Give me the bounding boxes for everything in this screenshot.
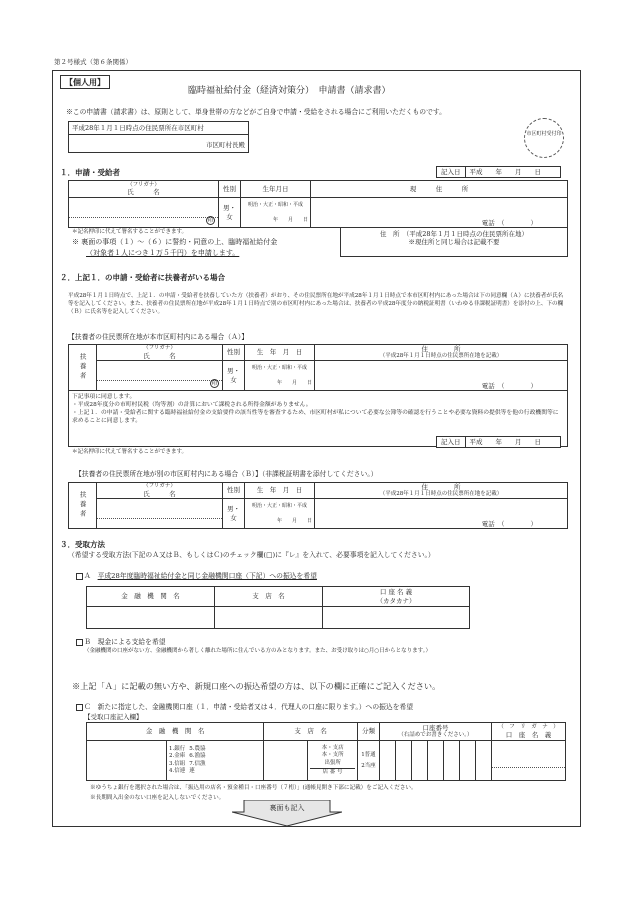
account-digit-7[interactable] xyxy=(475,741,491,781)
caseA-supporter-label: 扶養者 xyxy=(69,345,97,391)
caseA-address-field[interactable] xyxy=(315,361,568,391)
caseA-title: 【扶養者の住民票所在地が本市区町村内にある場合（Ａ）】 xyxy=(68,333,249,341)
optA-branch-header: 支 店 名 xyxy=(215,587,323,607)
optC-category-field[interactable] xyxy=(357,741,379,781)
phone-label: 電話 （ ） xyxy=(481,218,537,227)
option-C-prefix: Ｃ xyxy=(84,703,91,711)
optA-holder-field[interactable] xyxy=(323,607,470,629)
caseB-address-field[interactable] xyxy=(315,499,568,529)
caseB-address-sub: （平成28年１月１日時点の住民票所在地を記載） xyxy=(379,491,503,498)
caseB-birth-header: 生 年 月 日 xyxy=(245,483,315,499)
caseA-date-field[interactable]: 平成 年 月 日 xyxy=(469,438,541,446)
optC-branch-field[interactable] xyxy=(264,741,308,781)
date-label: 記入日 xyxy=(437,167,466,177)
category-badge: 【個人用】 xyxy=(60,75,110,89)
bank-type-3: 3.信組 xyxy=(169,760,186,767)
applicant-table xyxy=(68,180,568,228)
emphasis-note: ※上記「Ａ」に記載の無い方や、新規口座への振込希望の方は、以下の欄に正確にご記入ください。 xyxy=(72,681,441,691)
option-A-text: 平成28年度臨時福祉給付金と同じ金融機関口座（下記）への振込を希望 xyxy=(97,572,317,580)
optC-branch-types[interactable] xyxy=(308,741,358,781)
furigana-header: （フリガナ） xyxy=(127,181,160,188)
reception-stamp: 市区町村受付印 xyxy=(524,118,564,158)
bank-type-4: 4.信連 xyxy=(169,767,186,774)
account-digit-4[interactable] xyxy=(427,741,443,781)
option-B[interactable] xyxy=(76,638,166,646)
caseB-address-header: 住 所 xyxy=(421,483,461,491)
caseA-date-label: 記入日 xyxy=(437,437,466,447)
account-digit-3[interactable] xyxy=(411,741,427,781)
account-type-2: 2当座 xyxy=(361,762,376,769)
gender-field[interactable]: 男・女 xyxy=(219,198,241,228)
account-type-1: 1普通 xyxy=(361,751,376,758)
section3-instruction: （希望する受取方法(下記のＡ又はＢ、もしくはＣ)のチェック欄(□)に『レ』を入れて、必要事項を記入してください。） xyxy=(68,551,435,559)
option-C-text: 新たに指定した、金融機関口座（１．申請・受給者又は４．代理人の口座に限ります。）への振込を希望 xyxy=(97,703,414,711)
bank-type-7: 7.信漁 xyxy=(189,760,206,767)
caseA-furigana-header: （フリガナ） xyxy=(143,345,176,351)
consent-intro: 下記事項に同意します。 xyxy=(72,394,136,400)
caseB-name-field[interactable] xyxy=(97,499,223,529)
optC-account-sub: （右詰めでお書きください。） xyxy=(398,732,473,739)
option-C[interactable] xyxy=(76,703,413,711)
gender-header: 性別 xyxy=(219,181,241,198)
notice-text: ※この申請書（請求書）は、原則として、単身世帯の方などがご自身で申請・受給をされる場合にご利用いただくものです。 xyxy=(66,108,446,116)
era-options: 明治・大正・昭和・平成 xyxy=(247,202,303,209)
optC-bank-types[interactable] xyxy=(167,741,264,781)
caseB-table xyxy=(68,482,568,529)
resident-address-label: 住 所 （平成28年１月１日時点の住民票所在地） xyxy=(379,230,529,238)
footer-note-2: ※長期間入出金のない口座を記入しないでください。 xyxy=(90,795,225,801)
section2-paragraph: 平成28年１月１日時点で、上記１．の申請・受給者を扶養していた方（扶養者）がおり、その住民票所在地が平成28年１月１日時点で本市区町村内にあった場合は下の同意欄（Ａ）に扶養者が氏名等を記入してください。また、扶養者の住民票所在地が平成28年１月１日時点で別の市区町村内にあった場合は、扶養者の平成28年度分の納税証明書（いわゆる非課税証明書）を添付の上、下の欄（Ｂ）に氏名等を記入してください。 xyxy=(68,293,564,316)
form-number: 第２号様式（第６条関係） xyxy=(54,58,132,66)
addressee-box xyxy=(68,121,249,153)
address-field[interactable] xyxy=(311,198,568,228)
footer-note-1: ※ゆうちょ銀行を選択された場合は、「振込用の店名・預金種目・口座番号（７桁）」(通帳見開き下部に記載）をご記入ください。 xyxy=(90,785,417,791)
branch-type-3: 出張所 xyxy=(324,759,341,766)
sign-note-2: ＊記名押印に代えて署名することができます。 xyxy=(72,449,188,455)
bank-type-6: 6.漁協 xyxy=(189,753,206,760)
bank-type-ren: 連 xyxy=(189,767,195,774)
option-C-checkbox[interactable] xyxy=(76,704,83,711)
optA-bank-field[interactable] xyxy=(87,607,215,629)
applicant-name-field[interactable] xyxy=(69,198,219,228)
resident-address-box[interactable] xyxy=(340,227,568,257)
caseA-birth-field[interactable] xyxy=(245,361,315,391)
addressee-line1: 平成28年１月１日時点の住民票所在市区町村 xyxy=(69,122,248,135)
option-B-note: （金融機関の口座がない方、金融機関から著しく離れた場所に住んでいる方のみとなります。また、お受け取りは○月○日からとなります。） xyxy=(84,648,431,654)
caseB-birth-ymd: 年 月 日 xyxy=(276,517,312,524)
option-A-prefix: Ａ xyxy=(84,572,91,580)
section2-heading: ２．上記１．の申請・受給者に扶養者がいる場合 xyxy=(60,273,225,282)
account-digit-5[interactable] xyxy=(443,741,459,781)
consent-item-2: ・上記１．の申請・受給者に関する臨時福祉給付金の支給要件の該当性等を審査するため、市区町村が私について必要な公簿等の確認を行うことや必要な資料の提供等を他の行政機関等に求めることに同意します。 xyxy=(72,410,559,425)
receive-form-title: 【受取口座記入欄】 xyxy=(84,713,143,721)
bank-type-5: 5.農協 xyxy=(189,745,206,752)
back-side-label: 裏面も記入 xyxy=(269,804,305,812)
caseB-name-header: 氏 名 xyxy=(143,489,176,498)
optC-furigana-header: （ フ リ ガ ナ ） xyxy=(498,724,559,730)
optC-branch-header: 支 店 名 xyxy=(264,723,358,741)
branch-type-1: 本・支店 xyxy=(321,744,344,751)
caseA-birth-ymd: 年 月 日 xyxy=(276,379,312,386)
optA-branch-field[interactable] xyxy=(215,607,323,629)
consent-item-1: ・平成28年度分の市町村民税（均等割）の計算において課税される所得金額がありません。 xyxy=(72,402,312,409)
caseA-era-options: 明治・大正・昭和・平成 xyxy=(251,365,307,372)
optC-category-header: 分類 xyxy=(357,723,379,741)
optionA-table xyxy=(86,586,470,629)
option-A[interactable] xyxy=(76,572,317,580)
option-B-checkbox[interactable] xyxy=(76,639,83,646)
option-B-prefix: Ｂ xyxy=(84,638,91,646)
optA-holder-header: 口 座 名 義 xyxy=(379,588,413,597)
caseB-title: 【扶養者の住民票所在地が別の市区町村内にある場合（Ｂ）】（非課税証明書を添付してください。） xyxy=(75,470,378,478)
optC-account-header: 口座番号 xyxy=(422,724,449,732)
caseB-supporter-label: 扶養者 xyxy=(69,483,97,529)
account-digit-1[interactable] xyxy=(379,741,395,781)
caseB-furigana-header: （フリガナ） xyxy=(143,483,176,489)
caseA-address-header: 住 所 xyxy=(421,345,461,353)
bank-type-1: 1.銀行 xyxy=(169,745,186,752)
birth-header: 生年月日 xyxy=(241,181,311,198)
addressee-line2: 市区町村長殿 xyxy=(206,141,245,150)
seal-mark: 印 xyxy=(207,217,214,224)
birth-field[interactable] xyxy=(241,198,311,228)
pledge-line-2: （対象者１人につき１万５千円）を申請します。 xyxy=(86,249,240,257)
caseA-address-sub: （平成28年１月１日時点の住民票所在地を記載） xyxy=(379,353,503,360)
form-title: 臨時福祉給付金（経済対策分） 申請書（請求書） xyxy=(188,86,391,96)
caseA-table xyxy=(68,344,568,391)
option-B-text: 現金による支給を希望 xyxy=(97,638,166,646)
caseA-name-field[interactable] xyxy=(97,361,223,391)
caseB-gender-header: 性別 xyxy=(223,483,245,499)
caseA-name-header: 氏 名 xyxy=(143,351,176,360)
branch-type-2: 本・支所 xyxy=(321,752,344,759)
caseB-birth-field[interactable] xyxy=(245,499,315,529)
section1-date xyxy=(436,166,561,178)
address-header: 現 住 所 xyxy=(311,181,568,198)
caseB-era-options: 明治・大正・昭和・平成 xyxy=(251,503,307,510)
section3-heading: ３．受取方法 xyxy=(60,540,105,549)
pledge-line-1: ※ 裏面の事項（１）～（６）に誓約・同意の上、臨時福祉給付金 xyxy=(72,238,278,246)
optC-bank-header: 金 融 機 関 名 xyxy=(87,723,264,741)
caseA-seal-mark: 印 xyxy=(211,380,218,387)
date-field[interactable]: 平成 年 月 日 xyxy=(469,168,541,176)
option-A-checkbox[interactable] xyxy=(76,573,83,580)
caseA-gender-header: 性別 xyxy=(223,345,245,361)
name-header: 氏 名 xyxy=(127,188,160,197)
branch-number-label: 店 番 号 xyxy=(310,768,355,776)
caseA-phone-label: 電話 （ ） xyxy=(481,381,537,390)
optA-bank-header: 金 融 機 関 名 xyxy=(87,587,215,607)
birth-ymd: 年 月 日 xyxy=(272,216,308,223)
optC-bank-field[interactable] xyxy=(87,741,167,781)
optA-holder-sub: （カタカナ） xyxy=(376,596,416,605)
bank-type-2: 2.金庫 xyxy=(169,753,186,760)
section1-heading: １．申請・受給者 xyxy=(60,168,120,177)
caseB-phone-label: 電話 （ ） xyxy=(481,519,537,528)
caseB-gender-field[interactable]: 男・女 xyxy=(223,499,245,529)
caseA-date xyxy=(436,436,561,448)
optC-name-field[interactable] xyxy=(491,741,565,781)
caseA-birth-header: 生 年 月 日 xyxy=(245,345,315,361)
optC-name-header: 口 座 名 義 xyxy=(505,730,552,739)
resident-address-note: ※現住所と同じ場合は記載不要 xyxy=(408,238,500,247)
sign-note-1: ＊記名押印に代えて署名することができます。 xyxy=(72,229,188,235)
account-digit-2[interactable] xyxy=(395,741,411,781)
caseA-gender-field[interactable]: 男・女 xyxy=(223,361,245,391)
account-digit-6[interactable] xyxy=(459,741,475,781)
optionC-table xyxy=(86,722,566,781)
